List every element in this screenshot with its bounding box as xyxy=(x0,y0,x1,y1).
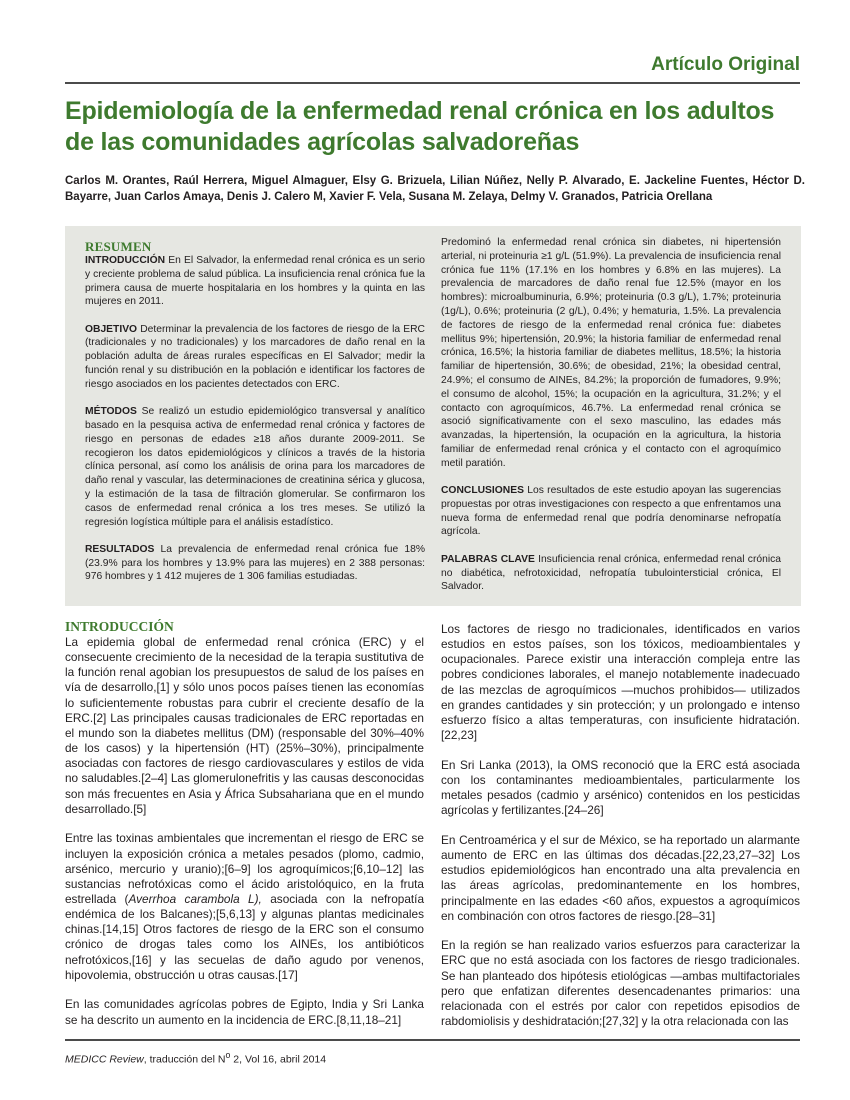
abstract-objetivo-text: Determinar la prevalencia de los factores de riesgo de la ERC (tradicionales y no tradicionales) y los marcadores de daño renal en la población adulta de áreas rurales específicas en El Salvador; medir la función renal y su distribución en la población e identificar los factores de riesgo asociados en los pacientes detectados con ERC. xyxy=(85,323,425,390)
body-text: asociada con la nefropatía endémica de los Balcanes);[5,6,13] y algunas plantas medicinales chinas.[14,15] Otros factores de riesgo de la ERC son el consumo crónico de drogas tales como los AINEs, los antibióticos nefrotóxicos,[16] y las secuelas de daño agudo por venenos, hipovolemia, obstrucción u otras causas.[17] xyxy=(65,892,425,982)
abstract-resultados-text: La prevalencia de enfermedad renal crónica fue 18% (23.9% para los hombres y 13.9% para las mujeres) en 2 388 personas: 976 hombres y 1 412 mujeres de 1 306 familias estudiadas. xyxy=(85,543,425,583)
abstract-introduccion-text: En El Salvador, la enfermedad renal crónica es un serio y creciente problema de salud pública. La insuficiencia renal crónica fue la primera causa de muerte hospitalaria en los hombres y la quinta en las mujeres en 2011. xyxy=(85,255,425,308)
body-paragraph: En Centroamérica y el sur de México, se ha reportado un alarmante aumento de ERC en las últimas dos décadas.[22,23,27–32] Los estudios epidemiológicos han encontrado una alta prevalencia en las áreas agrícolas, predominantemente en los hombres, principalmente en las edades <60 años, expuestos a agroquímicos en combinación con otros factores de riesgo.[28–31] xyxy=(441,832,800,923)
author-list: Carlos M. Orantes, Raúl Herrera, Miguel Almaguer, Elsy G. Brizuela, Lilian Núñez, Nelly P. Alvarado, E. Jackeline Fuentes, Héctor D. Bayarre, Juan Carlos Amaya, Denis J. Calero M, Xavier F. Vela, Susana M. Zelaya, Delmy V. Granados, Patricia Orellana xyxy=(65,175,805,203)
abstract-introduccion-label: INTRODUCCIÓN xyxy=(85,255,166,266)
abstract-left-column xyxy=(85,240,425,598)
abstract-right-column xyxy=(441,236,781,608)
body-paragraph: Los factores de riesgo no tradicionales, identificados en varios estudios en estos países, son los tóxicos, medioambientales y ocupacionales. Parece existir una interacción compleja entre las pobres condiciones laborales, el manejo notablemente inadecuado de las mezclas de agroquímicos —muchos prohibidos— utilizados en grandes cantidades y sin protección; y un prolongado e intenso esfuerzo físico a altas temperaturas, con insuficiente hidratación.[22,23] xyxy=(441,622,800,743)
article-title: Epidemiología de la enfermedad renal crónica en los adultos de las comunidades agrícolas salvadoreñas xyxy=(65,97,775,156)
abstract-keywords-label: PALABRAS CLAVE xyxy=(441,553,535,565)
abstract-conclusiones xyxy=(441,484,781,539)
page-footer xyxy=(65,1050,326,1066)
abstract-keywords xyxy=(441,553,781,594)
bottom-divider xyxy=(65,1039,800,1041)
abstract-conclusiones-text: Los resultados de este estudio apoyan las sugerencias propuestas por otras investigaciones con respecto a que enfrentamos una nueva forma de enfermedad renal que podría denominarse nefropatía agrícola. xyxy=(441,485,781,538)
abstract-objetivo-label: OBJETIVO xyxy=(85,323,138,335)
body-paragraph: En la región se han realizado varios esfuerzos para caracterizar la ERC que no está asociada con los factores de riesgo tradicionales. Se han planteado dos hipótesis etiológicas —ambas multifactoriales pero que enfatizan diferentes desencadenantes primarios: una relacionada con el estrés por calor con repetidos episodios de rabdomiolisis y deshidratación;[27,32] y la otra relacionada con las xyxy=(441,938,800,1029)
body-left-column xyxy=(65,619,424,1042)
abstract-resultados-label: RESULTADOS xyxy=(85,543,155,555)
abstract-metodos-label: MÉTODOS xyxy=(85,406,137,418)
footer-superscript: o xyxy=(225,1050,231,1060)
body-text: Entre las toxinas ambientales que incrementan el riesgo de ERC se incluyen la exposición crónica a metales pesados (plomo, cadmio, arsénico, mercurio y uranio);[6–9] los agroquímicos;[6,10–12] las sustancias nefrotóxicas como el ácido aristolóquico, en la fruta estrellada ( xyxy=(65,831,424,906)
abstract-objetivo xyxy=(85,323,425,392)
abstract-metodos-text: Se realizó un estudio epidemiológico transversal y analítico basado en la pesquisa activa de enfermedad renal crónica y factores de riesgo en personas de edades ≥18 años durante 2009-2011. Se recogieron los datos epidemiológicos y clínicos a través de la historia clínica personal, así como los análisis de orina para los marcadores de daño renal y vascular, las determinaciones de creatinina sérica y glucosa, y la estimación de la tasa de filtración glomerular. Se confirmaron los casos de enfermedad renal crónica a los tres meses. Se utilizó la regresión logística múltiple para el análisis estadístico. xyxy=(85,406,425,528)
introduction-heading: INTRODUCCIÓN xyxy=(65,619,174,634)
abstract-keywords-text: Insuficiencia renal crónica, enfermedad renal crónica no diabética, nefrotoxicidad, nefropatía tubulointersticial crónica, El Salvador. xyxy=(441,553,781,593)
abstract-resultados xyxy=(85,543,425,584)
abstract-introduccion xyxy=(85,254,425,309)
body-paragraph: En Sri Lanka (2013), la OMS reconoció que la ERC está asociada con los contaminantes medioambientales, particularmente los metales pesados (cadmio y arsénico) contenidos en los pesticidas agrícolas y fertilizantes.[24–26] xyxy=(441,757,800,818)
top-divider xyxy=(65,82,800,84)
footer-text: , traducción del N xyxy=(143,1053,226,1066)
abstract-resultados-continued: Predominó la enfermedad renal crónica sin diabetes, ni hipertensión arterial, ni proteinuria ≥1 g/L (51.9%). La prevalencia de insuficiencia renal crónica fue 11% (17.1% en los hombres y 6.8% en las mujeres). La prevalencia de marcadores de daño renal fue 12.5% (mayor en los hombres): microalbuminuria, 6.9%; proteinuria (0.3 g/L), 1.7%; proteinuria (1g/L), 0.6%; proteinuria (2 g/L), 0.4%; y hematuria, 1.5%. La prevalencia de factores de riesgo de la enfermedad renal crónica fue: diabetes mellitus 9%; hipertensión, 20.9%; la historia familiar de enfermedad renal crónica, 16.5%; la historia familiar de diabetes mellitus, 18.5%; la historia familiar de hipertensión, 30.6%; de obesidad, 21%; la obesidad central, 24.9%; el consumo de AINEs, 84.2%; la proporción de fumadores, 9.9%; el consumo de alcohol, 15%; la ocupación en la agricultura, 31.2%; y el contacto con agroquímicos, 46.7%. La enfermedad renal crónica se asoció significativamente con el sexo masculino, las edades más avanzadas, la hipertensión, la ocupación en la agricultura, la historia familiar de enfermedad renal crónica y el contacto con el agroquímico metil paratión. xyxy=(441,237,781,469)
footer-issue: 2, Vol 16, abril 2014 xyxy=(230,1053,327,1066)
body-paragraph xyxy=(65,831,424,983)
body-right-column xyxy=(441,622,800,1044)
abstract-heading: RESUMEN xyxy=(85,239,152,254)
body-paragraph: La epidemia global de enfermedad renal crónica (ERC) y el consecuente crecimiento de la necesidad de la terapia sustitutiva de la función renal agobian los presupuestos de salud de los países en vía de desarrollo,[1] y sólo unos pocos países tienen las economías lo suficientemente robustas para cubrir el creciente desafío de la ERC.[2] Las principales causas tradicionales de ERC reportadas en el mundo son la diabetes mellitus (DM) (responsable del 30%–40% de los casos) y la hipertensión (HT) (25%–30%), principalmente asociadas con factores de riesgo cardiovasculares y estilos de vida no saludables.[2–4] Las glomerulonefritis y las causas desconocidas son más frecuentes en Asia y África Subsahariana que en el mundo desarrollado.[5] xyxy=(65,635,424,816)
abstract-metodos xyxy=(85,405,425,529)
body-paragraph: En las comunidades agrícolas pobres de Egipto, India y Sri Lanka se ha descrito un aumento en la incidencia de ERC.[8,11,18–21] xyxy=(65,997,424,1027)
section-label: Artículo Original xyxy=(651,54,800,75)
species-name: Averrhoa carambola L), xyxy=(128,892,262,906)
journal-name: MEDICC Review xyxy=(65,1053,144,1066)
abstract-box xyxy=(65,226,801,606)
abstract-conclusiones-label: CONCLUSIONES xyxy=(441,485,524,497)
